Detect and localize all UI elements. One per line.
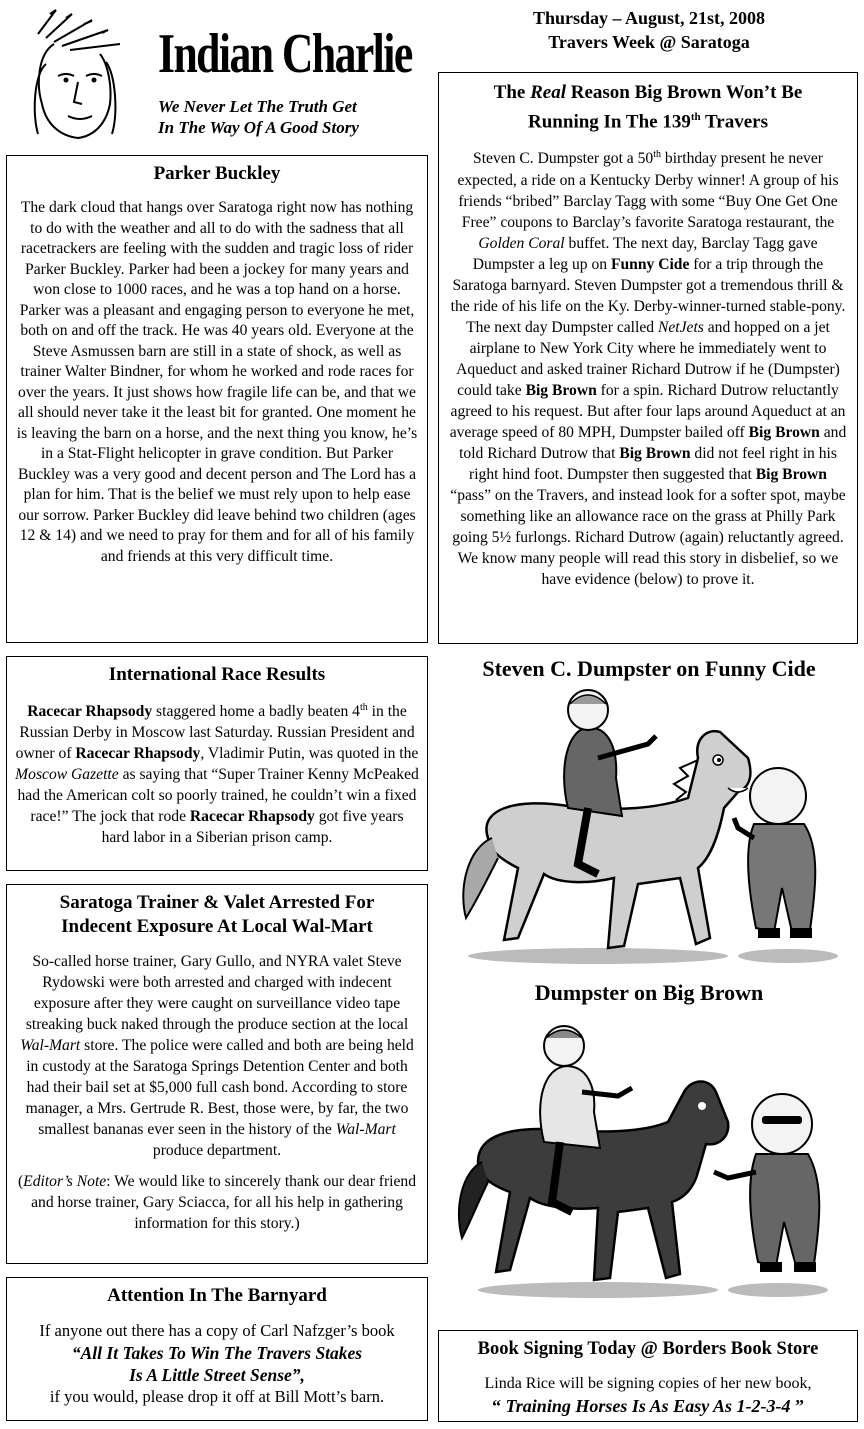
tagline-line-2: In The Way Of A Good Story xyxy=(158,118,359,137)
editors-note: (Editor’s Note: We would like to sincerely thank our dear friend and horse trainer, Gary Sciacca, for all his help in gathering information for this story.) xyxy=(17,1173,417,1232)
masthead-title: Indian Charlie xyxy=(158,23,412,85)
international-race-results-article xyxy=(6,656,428,871)
article-title: Book Signing Today @ Borders Book Store xyxy=(477,1339,819,1359)
cartoon-caption-big-brown: Dumpster on Big Brown xyxy=(534,980,764,1005)
walmart-arrest-article xyxy=(6,884,428,1264)
big-brown-article xyxy=(438,72,858,644)
book-signing-notice xyxy=(438,1330,858,1422)
date-line: Thursday – August, 21st, 2008 xyxy=(532,8,766,28)
article-body: So-called horse trainer, Gary Gullo, and NYRA valet Steve Rydowski were both arrested and charged with indecent exposure after they were caught on surveillance video tape streaking buck naked through the produce section at the local Wal-Mart store. The police were called and both are being held in custody at the Saratoga Springs Detention Center and both had their bail set at $5,000 full cash bond. According to store manager, a Mrs. Gertrude R. Best, those were, by far, the two smallest bananas ever seen in the history of the Wal-Mart produce department. xyxy=(20,953,414,1159)
rider-on-horse-cartoon-icon xyxy=(448,688,852,968)
article-body: If anyone out there has a copy of Carl Nafzger’s book “All It Takes To Win The Travers Stakes Is A Little Street Sense”, if you would, please drop it off at Bill Mott’s barn. xyxy=(39,1321,395,1406)
article-body: Steven C. Dumpster got a 50th birthday present he never expected, a ride on a Kentucky Derby winner! A group of his friends “bribed” Barclay Tagg with some “Buy One Get One Free” coupons to Barclay’s favorite Saratoga restaurant, the Golden Coral buffet. The next day, Barclay Tagg gave Dumpster a leg up on Funny Cide for a trip through the Saratoga barnyard. Steven Dumpster got a tremendous thrill & the ride of his life on the Ky. Derby-winner-turned stable-pony. The next day Dumpster called NetJets and hopped on a jet airplane to New York City where he immediately went to Aqueduct and asked trainer Richard Dutrow if he (Dumpster) could take Big Brown for a spin. Richard Dutrow reluctantly agreed to his request. But after four laps around Aqueduct at an average speed of 80 MPH, Dumpster bailed off Big Brown and told Richard Dutrow that Big Brown did not feel right in his right hind foot. Dumpster then suggested that Big Brown “pass” on the Travers, and instead look for a softer spot, maybe something like an allowance race on the grass at Philly Park going 5½ furlongs. Richard Dutrow (again) reluctantly agreed. We know many people will read this story in disbelief, so we have evidence (below) to prove it. xyxy=(449,149,847,588)
week-line: Travers Week @ Saratoga xyxy=(548,32,750,52)
masthead-tagline xyxy=(158,96,428,138)
article-title: Parker Buckley xyxy=(153,163,281,184)
article-title: Attention In The Barnyard xyxy=(107,1285,327,1306)
tagline-line-1: We Never Let The Truth Get xyxy=(158,97,357,116)
article-title: International Race Results xyxy=(108,664,326,685)
rider-on-dark-horse-cartoon-icon xyxy=(448,1012,852,1302)
masthead-logo-icon xyxy=(8,4,156,144)
article-title: The Real Reason Big Brown Won’t Be Running In The 139th Travers xyxy=(493,82,803,133)
dateline xyxy=(440,6,858,54)
article-title: Saratoga Trainer & Valet Arrested For Indecent Exposure At Local Wal-Mart xyxy=(59,892,375,937)
cartoon-caption-funny-cide: Steven C. Dumpster on Funny Cide xyxy=(482,656,816,681)
article-body: Linda Rice will be signing copies of her new book, “ Training Horses Is As Easy As 1-2-3-4 ” xyxy=(484,1375,812,1416)
article-body: Racecar Rhapsody staggered home a badly beaten 4th in the Russian Derby in Moscow last Saturday. Russian President and owner of Racecar Rhapsody, Vladimir Putin, was quoted in the Moscow Gazette as saying that “Super Trainer Kenny McPeaked had the American colt so poorly trained, he couldn’t win a fixed race!” The jock that rode Racecar Rhapsody got five years hard labor in a Siberian prison camp. xyxy=(15,702,419,847)
article-body: The dark cloud that hangs over Saratoga right now has nothing to do with the weather and all to do with the sadness that all racetrackers are feeling with the sudden and tragic loss of rider Parker Buckley. Parker had been a jockey for many years and won close to 1000 races, and he was a top hand on a horse. Parker was a pleasant and engaging person to everyone he met, both on and off the track. He was 40 years old. Everyone at the Steve Asmussen barn are still in a state of shock, as well as trainer Walter Bindner, for whom he worked and rode races for over the years. It just shows how fragile life can be, and that we all should never take it the least bit for granted. One moment he is leaving the barn on a horse, and the next thing you know, he’s in a Stat-Flight helicopter in grave condition. But Parker Buckley was a very good and decent person and The Lord has a plan for him. That is the belief we must rely upon to help ease our sorrow. Parker Buckley did leave behind two children (ages 12 & 14) and we need to pray for them and for all of his family and friends at this very difficult time. xyxy=(16,199,418,565)
parker-buckley-article xyxy=(6,155,428,643)
barnyard-notice xyxy=(6,1277,428,1421)
